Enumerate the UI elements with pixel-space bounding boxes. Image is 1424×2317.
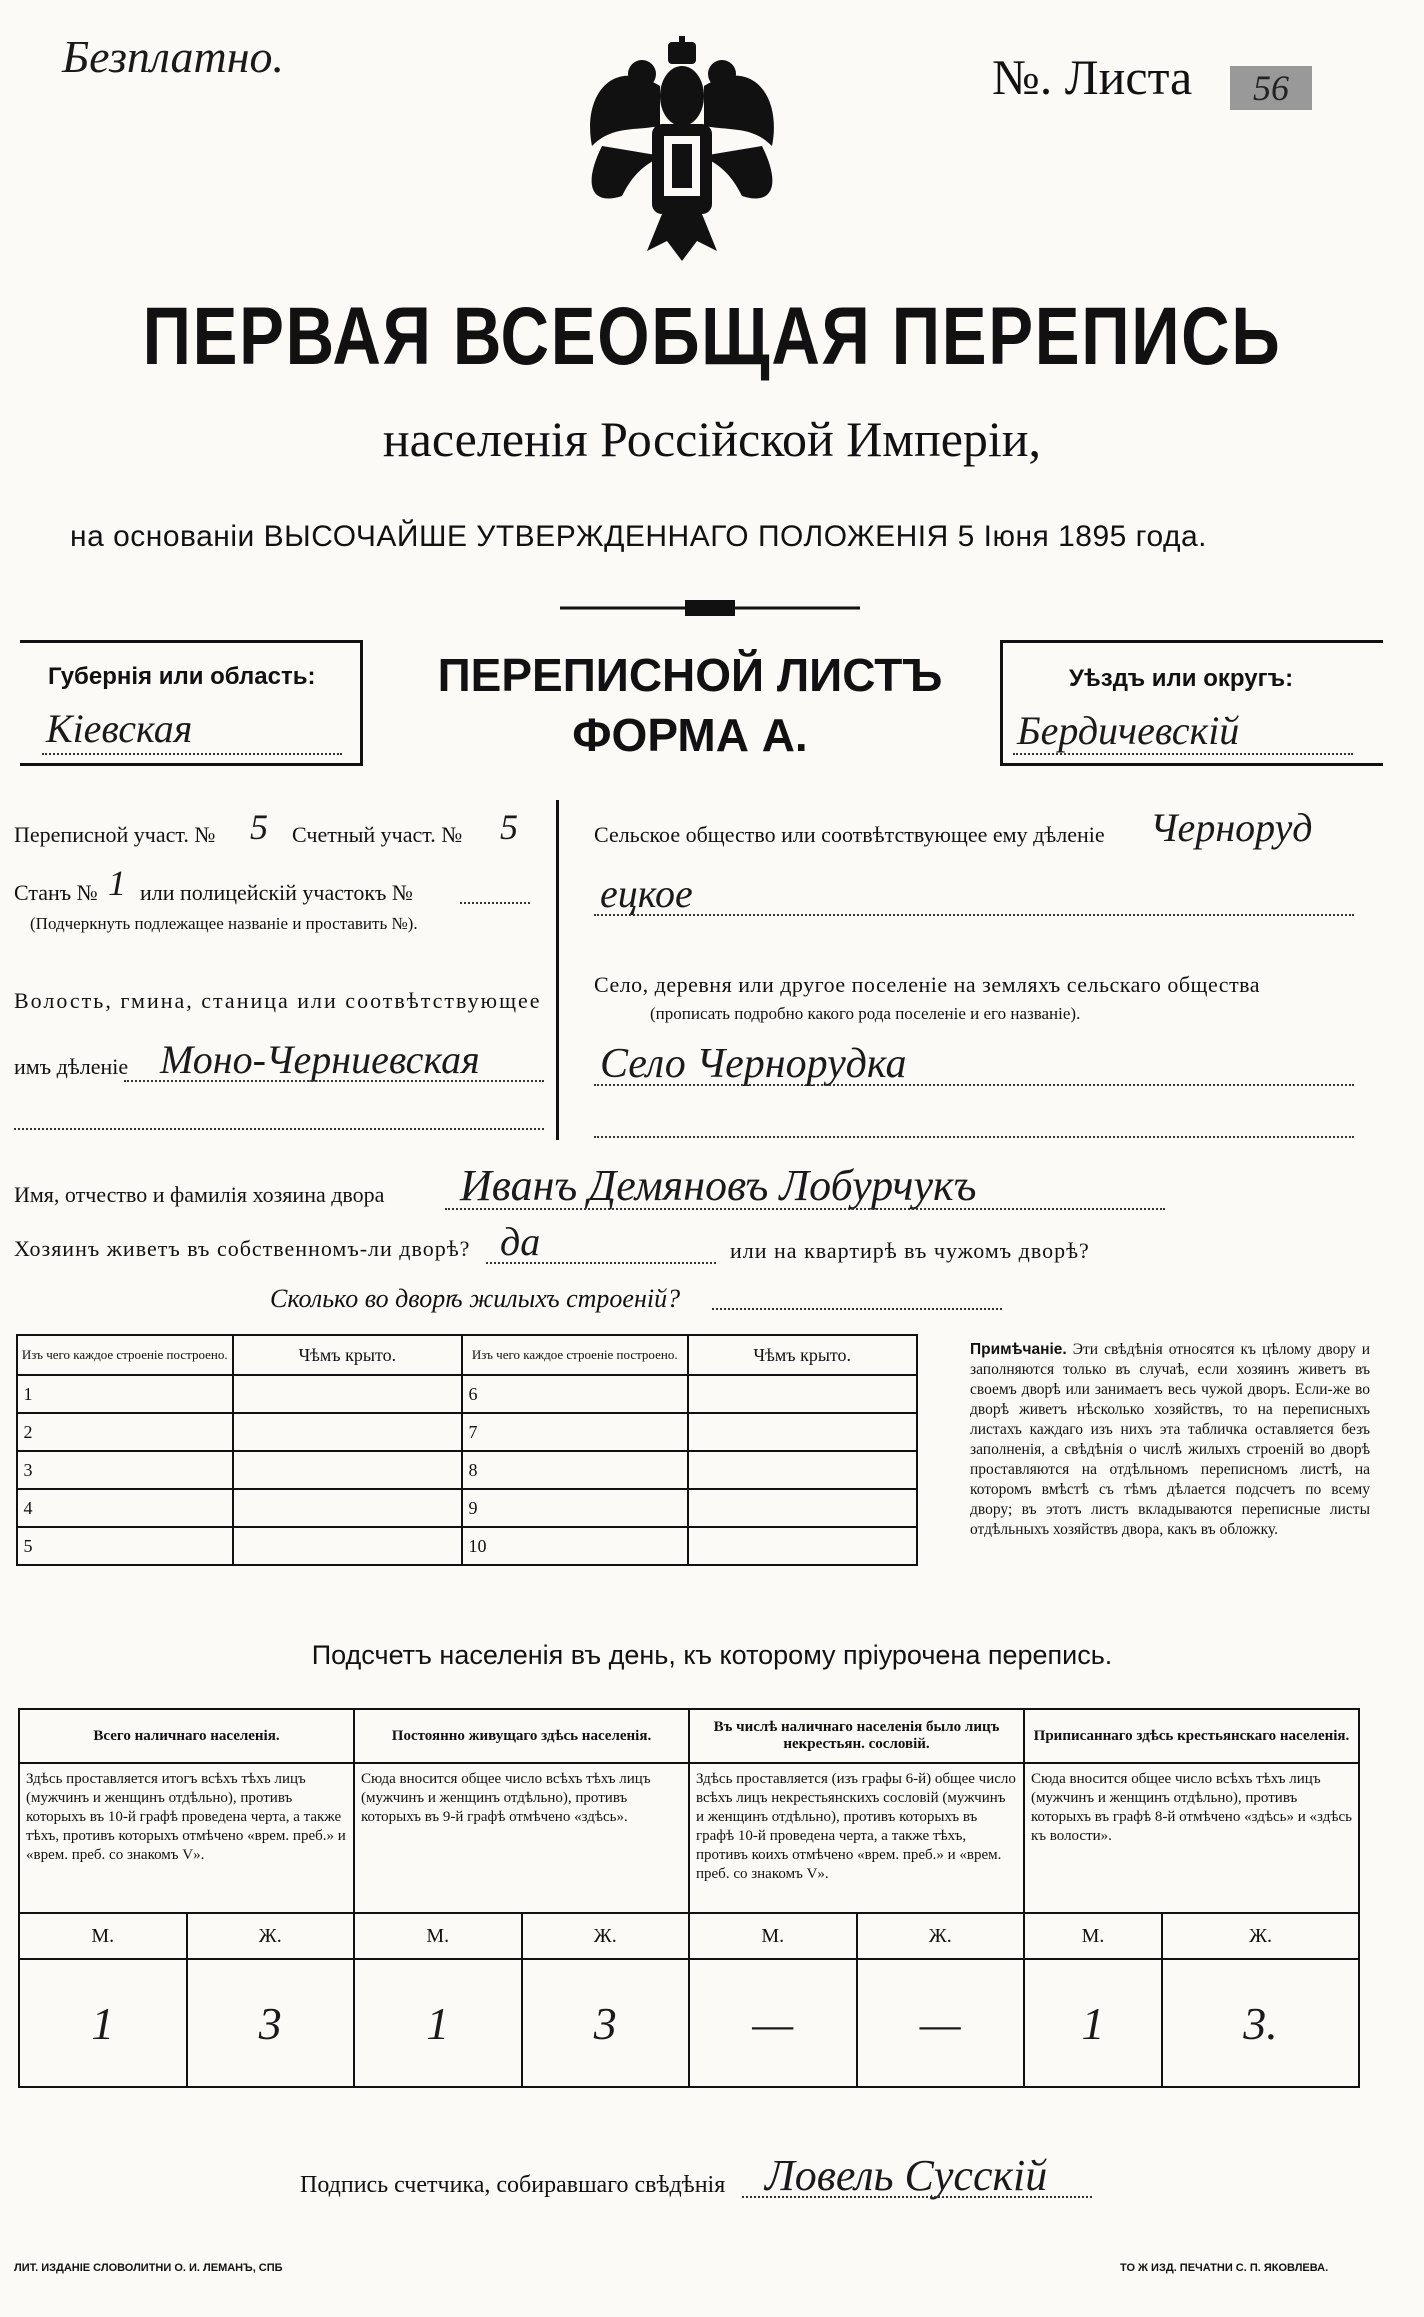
district-label: Уѣздъ или округъ:	[1069, 665, 1294, 692]
census-desc-permanent: Сюда вносится общее число всѣхъ тѣхъ лицъ (мужчинъ и женщинъ отдѣльно), противъ которыхъ въ 9-й графѣ отмѣчено «здѣсь».	[354, 1763, 689, 1913]
volost-value: Моно-Черниевская	[160, 1037, 480, 1082]
note-title: Примѣчаніе.	[970, 1341, 1067, 1358]
census-desc-total: Здѣсь проставляется итогъ всѣхъ тѣхъ лицъ (мужчинъ и женщинъ отдѣльно), противъ которыхъ въ 10-й графѣ проведена черта, а также тѣхъ, противъ которыхъ отмѣчено «врем. преб.» и «врем. преб. со знакомъ V».	[19, 1763, 354, 1913]
society-value: Черноруд	[1150, 805, 1313, 850]
district-value: Бердичевскій	[1017, 708, 1240, 753]
permanent-female-value: 3	[522, 1959, 690, 2087]
signature-label: Подпись счетчика, собиравшаго свѣдѣнія	[300, 2172, 726, 2198]
f-label: Ж.	[1162, 1913, 1359, 1959]
count-section-label: Счетный участ. №	[292, 822, 463, 847]
society-value-2: ецкое	[600, 871, 693, 916]
census-desc-non-peasant: Здѣсь проставляется (изъ графы 6-й) общее число всѣхъ лицъ некрестьянскихъ сословій (мужчинъ и женщинъ отдѣльно), противъ которыхъ въ графѣ 10-й проведена черта, а также тѣхъ, противъ коихъ отмѣчено «врем. преб.» и «врем. преб. со знакомъ V».	[689, 1763, 1024, 1913]
governorate-label: Губернія или область:	[48, 663, 316, 690]
owner-value: Иванъ Демяновъ Лобурчукъ	[460, 1161, 977, 1210]
table-row: 1	[17, 1375, 233, 1413]
note-block	[970, 1340, 1370, 1540]
permanent-male-value: 1	[354, 1959, 522, 2087]
page-subtitle: населенія Россійской Имперіи,	[382, 411, 1042, 467]
census-header-peasant: Приписаннаго здѣсь крестьянскаго населенія.	[1024, 1709, 1359, 1763]
buildings-header-material-left: Изъ чего каждое строеніе построено.	[17, 1335, 233, 1375]
governorate-box	[20, 640, 363, 766]
m-label: М.	[689, 1913, 857, 1959]
district-box	[1000, 640, 1383, 766]
census-desc-peasant: Сюда вносится общее число всѣхъ тѣхъ лицъ (мужчинъ и женщинъ отдѣльно), противъ которыхъ въ графѣ 8-й отмѣчено «здѣсь» и «здѣсь къ волости».	[1024, 1763, 1359, 1913]
village-note: (прописать подробно какого рода поселеніе и его названіе).	[650, 1004, 1081, 1023]
ornament-divider	[560, 596, 860, 620]
governorate-value: Кіевская	[46, 706, 193, 751]
page-title: ПЕРВАЯ ВСЕОБЩАЯ ПЕРЕПИСЬ	[142, 291, 1282, 382]
owner-label: Имя, отчество и фамилія хозяина двора	[14, 1182, 385, 1207]
society-label: Сельское общество или соотвѣтствующее ему дѣленіе	[594, 822, 1105, 847]
signature-value: Ловель Сусскій	[765, 2151, 1048, 2200]
footer-left: ЛИТ. ИЗДАНІЕ СЛОВОЛИТНИ О. И. ЛЕМАНЪ, СПБ	[14, 2262, 283, 2274]
m-label: М.	[1024, 1913, 1162, 1959]
census-section-value: 5	[250, 807, 268, 847]
village-value: Село Чернорудка	[600, 1041, 907, 1087]
basis-text: на основаніи ВЫСОЧАЙШЕ УТВЕРЖДЕННАГО ПОЛОЖЕНІЯ 5 Іюня 1895 года.	[70, 520, 1208, 553]
f-label: Ж.	[187, 1913, 355, 1959]
table-row: 3	[17, 1451, 233, 1489]
m-label: М.	[354, 1913, 522, 1959]
f-label: Ж.	[522, 1913, 690, 1959]
own-yard-value: да	[500, 1219, 541, 1264]
stan-label: Станъ №	[14, 880, 98, 905]
rented-label: или на квартирѣ въ чужомъ дворѣ?	[730, 1238, 1090, 1263]
census-header-permanent: Постоянно живущаго здѣсь населенія.	[354, 1709, 689, 1763]
m-label: М.	[19, 1913, 187, 1959]
peasant-female-value: 3.	[1162, 1959, 1359, 2087]
table-row: 4	[17, 1489, 233, 1527]
stan-value: 1	[108, 863, 126, 903]
census-header-non-peasant: Въ числѣ наличнаго населенія было лицъ некрестьян. сословій.	[689, 1709, 1024, 1763]
table-row: 2	[17, 1413, 233, 1451]
non-peasant-female-value: —	[857, 1959, 1025, 2087]
total-female-value: 3	[187, 1959, 355, 2087]
stan-note: (Подчеркнуть подлежащее названіе и проставить №).	[30, 914, 418, 933]
note-text: Эти свѣдѣнія относятся къ цѣлому двору и заполняются только въ случаѣ, если хозяинъ живетъ въ своемъ дворѣ или занимаетъ весь чужой дворъ. Если-же во дворѣ живетъ нѣсколько хозяйствъ, то на переписныхъ листахъ каждаго изъ нихъ эта табличка оставляется безъ заполненія, а свѣдѣнія о числѣ жилыхъ строеній во дворѣ проставляются на отдѣльномъ переписномъ листѣ, на которомъ вмѣстѣ съ тѣмъ дѣлается подсчетъ по всему двору; въ этотъ листъ вкладываются переписные листы отдѣльныхъ хозяйствъ двора, какъ въ обложку.	[970, 1341, 1371, 1538]
buildings-table: Изъ чего каждое строеніе построено. Чѣмъ крыто. Изъ чего каждое строеніе построено. Чѣмъ крыто. 1 6 2 7 3 8 4 9 5 10	[16, 1334, 918, 1566]
police-label: или полицейскій участокъ №	[140, 880, 413, 905]
footer-right: ТО Ж ИЗД. ПЕЧАТНИ С. П. ЯКОВЛЕВА.	[1120, 2262, 1329, 2274]
column-divider	[556, 800, 559, 1140]
census-table	[18, 1708, 1360, 2088]
buildings-header-roof-left: Чѣмъ крыто.	[233, 1335, 462, 1375]
buildings-label: Сколько во дворѣ жилыхъ строеній?	[270, 1284, 681, 1313]
f-label: Ж.	[857, 1913, 1025, 1959]
double-headed-eagle-icon	[572, 36, 792, 266]
buildings-header-material-right: Изъ чего каждое строеніе построено.	[462, 1335, 688, 1375]
free-label: Безплатно.	[62, 31, 285, 82]
village-label: Село, деревня или другое поселеніе на земляхъ сельскаго общества	[594, 972, 1261, 997]
form-variant: ФОРМА А.	[572, 709, 808, 761]
census-title: Подсчетъ населенія въ день, къ которому пріурочена перепись.	[311, 1640, 1113, 1670]
volost-label-2: имъ дѣленіе	[14, 1054, 129, 1079]
buildings-header-roof-right: Чѣмъ крыто.	[688, 1335, 918, 1375]
census-section-label: Переписной участ. №	[14, 822, 216, 847]
table-row: 5	[17, 1527, 233, 1565]
volost-label: Волость, гмина, станица или соотвѣтствующее	[14, 988, 542, 1013]
own-yard-label: Хозяинъ живетъ въ собственномъ-ли дворѣ?	[14, 1236, 471, 1261]
census-header-total: Всего наличнаго населенія.	[19, 1709, 354, 1763]
sheet-number-value: 56	[1230, 66, 1312, 110]
non-peasant-male-value: —	[689, 1959, 857, 2087]
form-title: ПЕРЕПИСНОЙ ЛИСТЪ	[437, 649, 943, 701]
sheet-number-label: №. Листа	[992, 49, 1193, 105]
total-male-value: 1	[19, 1959, 187, 2087]
peasant-male-value: 1	[1024, 1959, 1162, 2087]
count-section-value: 5	[500, 807, 518, 847]
